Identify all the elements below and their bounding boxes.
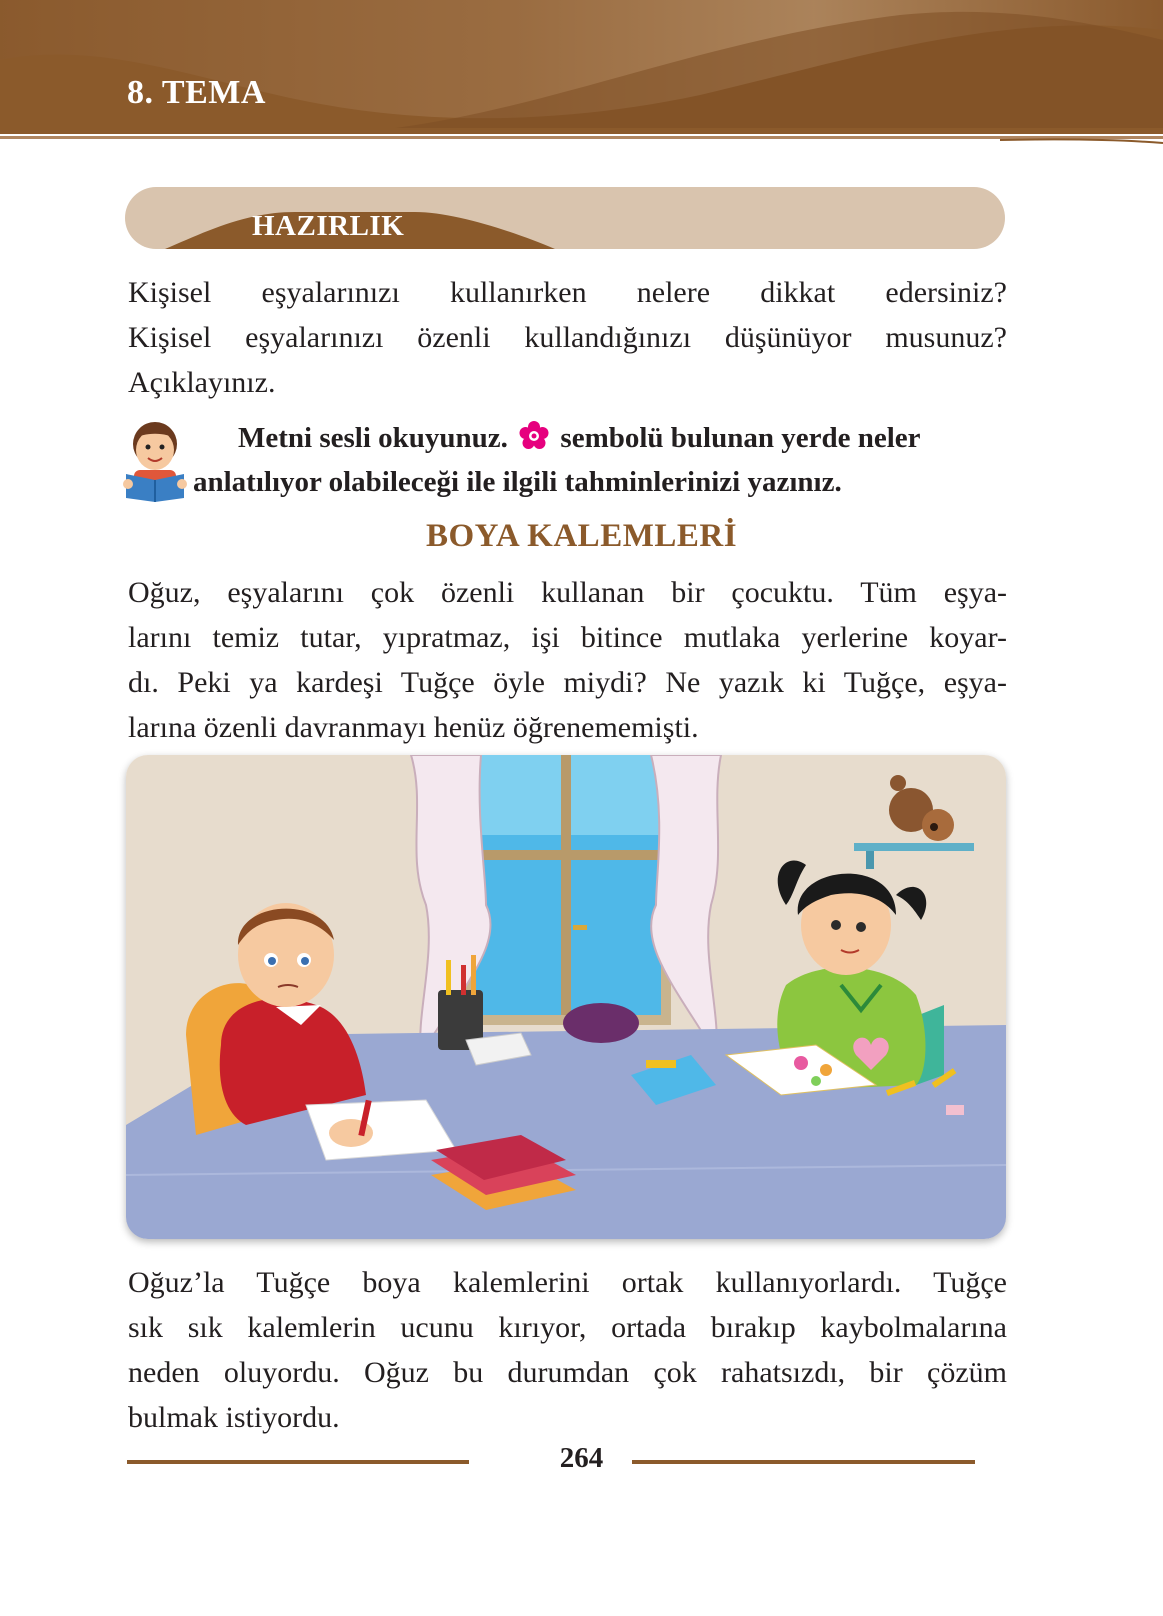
story-title: BOYA KALEMLERİ	[425, 518, 738, 554]
instruction-part2: sembolü bulunan yerde neler	[560, 422, 921, 454]
story-paragraph-2	[128, 1260, 1007, 1440]
flower-icon	[519, 421, 549, 451]
story-line: dı. Peki ya kardeşi Tuğçe öyle miydi? Ne yazık ki Tuğçe, eşya-	[128, 666, 1007, 699]
section-label: HAZIRLIK	[252, 210, 405, 242]
illustration-scene	[126, 755, 1006, 1239]
footer-divider-left	[127, 1460, 469, 1464]
prep-line: Kişisel eşyalarınızı kullanırken nelere dikkat edersiniz?	[128, 276, 1007, 309]
story-line: neden oluyordu. Oğuz bu durumdan çok rahatsızdı, bir çözüm	[128, 1356, 1007, 1389]
story-line: larına özenli davranmayı henüz öğrenememişti.	[128, 711, 699, 744]
story-line: Oğuz, eşyalarını çok özenli kullanan bir çocuktu. Tüm eşya-	[128, 576, 1007, 609]
instruction-part1: Metni sesli okuyunuz.	[238, 422, 508, 454]
page-number: 264	[559, 1442, 604, 1474]
story-illustration	[126, 755, 1006, 1239]
story-line: sık sık kalemlerin ucunu kırıyor, ortada bırakıp kaybolmalarına	[128, 1311, 1007, 1344]
story-paragraph-1	[128, 570, 1007, 750]
story-line: bulmak istiyordu.	[128, 1401, 340, 1434]
reading-instruction	[128, 416, 1007, 504]
footer-divider-right	[632, 1460, 975, 1464]
instruction-part3: anlatılıyor olabileceği ile ilgili tahminlerinizi yazınız.	[193, 466, 842, 498]
prep-line: Açıklayınız.	[128, 366, 276, 399]
story-line: larını temiz tutar, yıpratmaz, işi bitince mutlaka yerlerine koyar-	[128, 621, 1007, 654]
prep-questions	[128, 270, 1007, 405]
prep-line: Kişisel eşyalarınızı özenli kullandığınızı düşünüyor musunuz?	[128, 321, 1007, 354]
theme-title: 8. TEMA	[127, 74, 266, 111]
story-line: Oğuz’la Tuğçe boya kalemlerini ortak kullanıyorlardı. Tuğçe	[128, 1266, 1007, 1299]
